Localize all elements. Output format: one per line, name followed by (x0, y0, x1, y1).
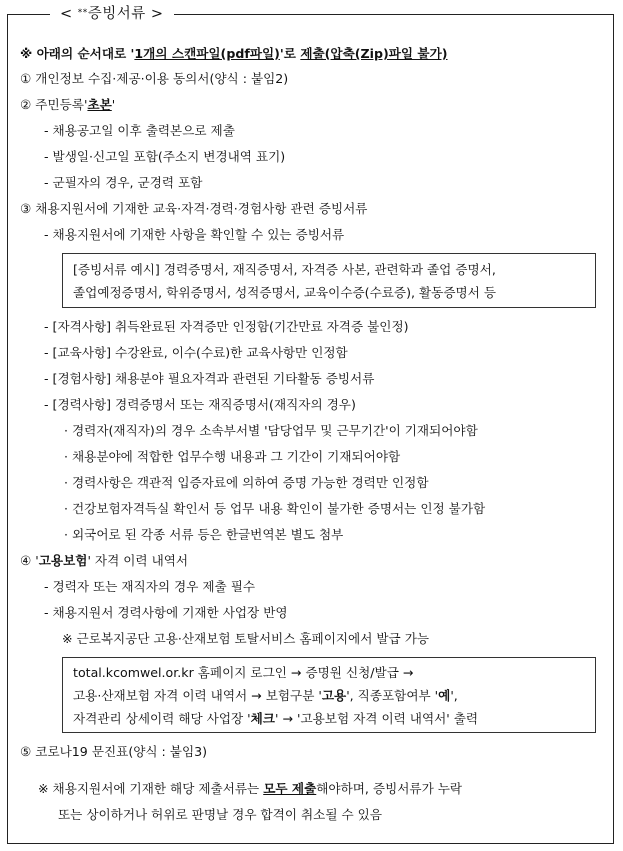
career-bullet: · 외국어로 된 각종 서류 등은 한글번역본 별도 첨부 (64, 527, 344, 542)
item-3-sub: - [자격사항] 취득완료된 자격증만 인정함(기간만료 자격증 불인정) (44, 319, 409, 334)
career-bullet: · 경력자(재직자)의 경우 소속부서별 '담당업무 및 근무기간'이 기재되어야함 (64, 423, 478, 438)
item-4: ④ '고용보험' 자격 이력 내역서 (20, 553, 189, 568)
career-bullet: · 건강보험자격득실 확인서 등 업무 내용 확인이 불가한 증명서는 인정 불가함 (64, 501, 486, 516)
career-bullet: · 경력사항은 객관적 입증자료에 의하여 증명 가능한 경력만 인정함 (64, 475, 429, 490)
title-text: 증빙서류 (87, 6, 146, 22)
item-1: ① 개인정보 수집·제공·이용 동의서(양식 : 붙임2) (20, 71, 289, 86)
example-box (62, 253, 596, 308)
item-2-sub: - 채용공고일 이후 출력본으로 제출 (44, 123, 235, 138)
item-2-emphasis: 초본 (87, 97, 112, 112)
item-4-sub: - 채용지원서 경력사항에 기재한 사업장 반영 (44, 605, 288, 620)
steps-line-1: total.kcomwel.or.kr 홈페이지 로그인 → 증명원 신청/발급 → (73, 665, 414, 680)
steps-line-2: 고용·산재보험 자격 이력 내역서 → 보험구분 '고용', 직종포함여부 '예', (73, 688, 458, 703)
submission-notice: ※ 아래의 순서대로 '1개의 스캔파일(pdf파일)'로 제출(압축(Zip)파일 불가) (20, 46, 448, 61)
item-3: ③ 채용지원서에 기재한 교육·자격·경력·경험사항 관련 증빙서류 (20, 201, 368, 216)
steps-line-3: 자격관리 상세이력 해당 사업장 '체크' → '고용보험 자격 이력 내역서' 출력 (73, 711, 479, 726)
item-3-sub: - [교육사항] 수강완료, 이수(수료)한 교육사항만 인정함 (44, 345, 348, 360)
item-4-emphasis: 고용보험 (38, 553, 88, 568)
item-4-sub: - 경력자 또는 재직자의 경우 제출 필수 (44, 579, 256, 594)
item-3-sub: - 채용지원서에 기재한 사항을 확인할 수 있는 증빙서류 (44, 227, 345, 242)
item-5: ⑤ 코로나19 문진표(양식 : 붙임3) (20, 744, 208, 759)
notice-no-zip: 제출(압축(Zip)파일 불가) (300, 46, 448, 61)
notice-file-requirement: 1개의 스캔파일(pdf파일) (134, 46, 280, 61)
example-line: [증빙서류 예시] 경력증명서, 재직증명서, 자격증 사본, 관련학과 졸업 증명서, (73, 262, 496, 277)
final-note-emphasis: 모두 제출 (263, 781, 317, 796)
career-bullet: · 채용분야에 적합한 업무수행 내용과 그 기간이 기재되어야함 (64, 449, 401, 464)
title-open: < (60, 6, 78, 22)
title-close: > (145, 6, 164, 22)
final-note-line-1: ※ 채용지원서에 기재한 해당 제출서류는 모두 제출해야하며, 증빙서류가 누락 (38, 781, 463, 796)
item-2-sub: - 군필자의 경우, 군경력 포함 (44, 175, 203, 190)
title-marker: ** (77, 8, 88, 18)
example-line: 졸업예정증명서, 학위증명서, 성적증명서, 교육이수증(수료증), 활동증명서 등 (73, 285, 496, 300)
item-3-sub: - [경험사항] 채용분야 필요자격과 관련된 기타활동 증빙서류 (44, 371, 375, 386)
item-3-sub: - [경력사항] 경력증명서 또는 재직증명서(재직자의 경우) (44, 397, 356, 412)
page-title (50, 3, 174, 25)
final-note-line-2: 또는 상이하거나 허위로 판명날 경우 합격이 취소될 수 있음 (58, 807, 382, 822)
steps-box (62, 657, 596, 733)
item-2: ② 주민등록'초본' (20, 97, 116, 112)
item-2-sub: - 발생일·신고일 포함(주소지 변경내역 표기) (44, 149, 286, 164)
item-4-note: ※ 근로복지공단 고용·산재보험 토탈서비스 홈페이지에서 발급 가능 (62, 631, 430, 646)
